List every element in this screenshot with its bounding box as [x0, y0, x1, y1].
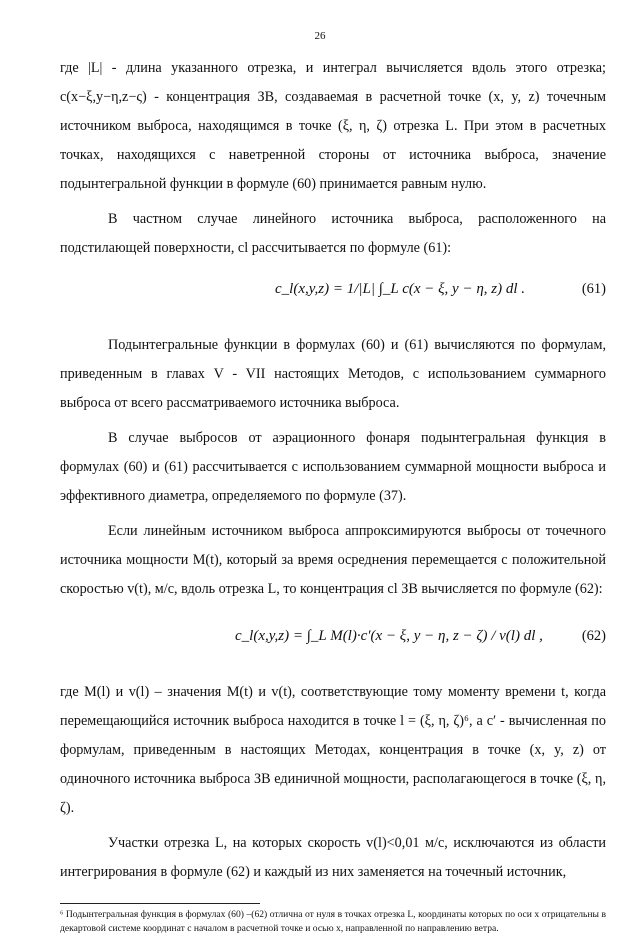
paragraph-3: Подынтегральные функции в формулах (60) и (61) вычисляются по формулам, приведенным в главах V - VII настоящих Методов, с использованием суммарного выброса от всего рассматриваемого источника выброса.	[60, 337, 606, 411]
formula-62-number: (62)	[581, 628, 606, 644]
formula-61-number: (61)	[581, 281, 606, 297]
footnote-divider	[60, 903, 260, 904]
paragraph-2: В частном случае линейного источника выброса, расположенного на подстилающей поверхности, cl рассчитывается по формуле (61):	[60, 211, 606, 256]
paragraph-4: В случае выбросов от аэрационного фонаря подынтегральная функция в формулах (60) и (61) рассчитывается с использованием суммарной мощности выброса и эффективного диаметра, определяемого по формуле (37).	[60, 430, 606, 504]
formula-61	[60, 269, 606, 325]
formula-62	[60, 610, 606, 672]
formula-62-expression: c_l(x,y,z) = ∫_L M(l)·c′(x − ξ, y − η, z − ζ) / v(l) dl ,	[235, 628, 543, 644]
page-number: 26	[314, 30, 326, 42]
paragraph-6: где M(l) и v(l) – значения M(t) и v(t), соответствующие тому моменту времени t, когда перемещающийся источник выброса находится в точке l = (ξ, η, ζ)⁶, а c′ - вычисленная по формулам, приведенным в настоящих Методах, концентрация в точке (x, y, z) от одиночного источника выброса ЗВ единичной мощности, располагающегося в точке (ξ, η, ζ).	[60, 684, 606, 816]
paragraph-1: где |L| - длина указанного отрезка, и интеграл вычисляется вдоль этого отрезка; c(x−ξ,y−η,z−ς) - концентрация ЗВ, создаваемая в расчетной точке (x, y, z) точечным источником выброса, находящимся в точке (ξ, η, ζ) отрезка L. При этом в расчетных точках, находящихся с наветренной стороны от источника выброса, значение подынтегральной функции в формуле (60) принимается равным нулю.	[60, 60, 606, 192]
footnote-6: ⁶ Подынтегральная функция в формулах (60) –(62) отлична от нуля в точках отрезка L, координаты которых по оси x отрицательны в декартовой системе координат с началом в расчетной точке и осью x, направленной по направлению ветра.	[60, 909, 606, 934]
formula-61-expression: c_l(x,y,z) = 1/|L| ∫_L c(x − ξ, y − η, z) dl .	[275, 281, 526, 297]
paragraph-7: Участки отрезка L, на которых скорость v(l)<0,01 м/с, исключаются из области интегрирования в формуле (62) и каждый из них заменяется на точечный источник,	[60, 835, 606, 880]
paragraph-5: Если линейным источником выброса аппроксимируются выбросы от точечного источника мощности M(t), который за время осреднения перемещается с положительной скоростью v(t), м/с, вдоль отрезка L, то концентрация cl ЗВ вычисляется по формуле (62):	[60, 523, 606, 597]
